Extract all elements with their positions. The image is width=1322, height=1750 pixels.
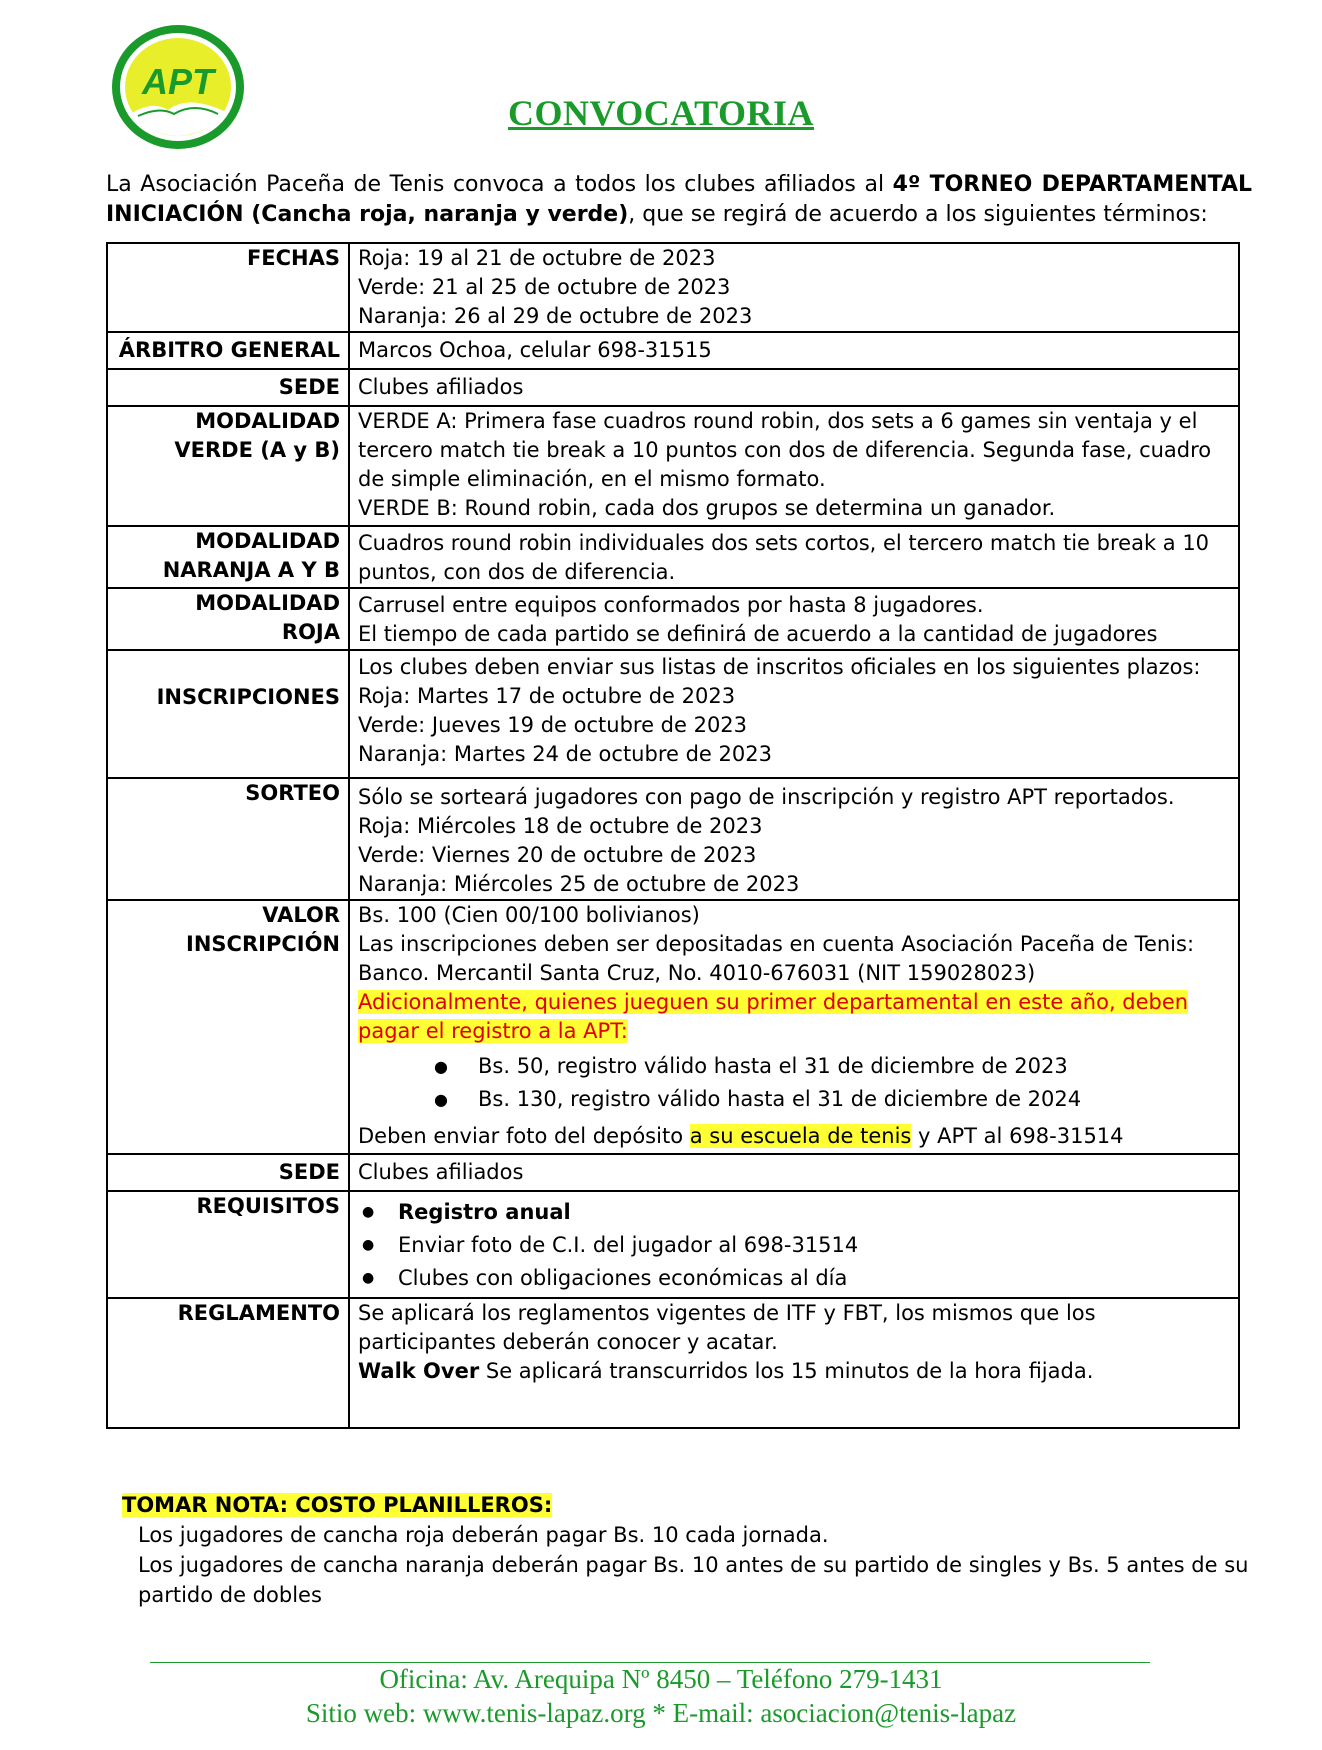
roja-line-1: Carrusel entre equipos conformados por hasta 8 jugadores. [358,593,984,617]
label-modalidad-roja [107,588,349,650]
fecha-roja: Roja: 19 al 21 de octubre de 2023 [358,246,716,270]
sorteo-verde: Verde: Viernes 20 de octubre de 2023 [358,843,757,867]
valor-highlight [358,988,1230,1046]
label-modalidad-roja-1: MODALIDAD [195,591,340,615]
row-fechas [107,243,1239,332]
valor-line-2: Las inscripciones deben ser depositadas en cuenta Asociación Paceña de Tenis: Banco. Mercantil Santa Cruz, No. 4010-676031 (NIT 159028023) [358,932,1195,985]
valor-final-highlight: a su escuela de tenis [689,1124,912,1148]
requisitos-list [358,1196,1230,1295]
inscripciones-naranja: Naranja: Martes 24 de octubre de 2023 [358,742,772,766]
row-reglamento [107,1298,1239,1428]
value-sede-2: Clubes afiliados [349,1154,1239,1191]
label-sede: SEDE [107,369,349,406]
row-sede [107,369,1239,406]
inscripciones-line-1: Los clubes deben enviar sus listas de inscritos oficiales en los siguientes plazos: [358,655,1201,679]
verde-a-text: VERDE A: Primera fase cuadros round robin, dos sets a 6 games sin ventaja y el tercero match tie break a 10 puntos con dos de diferencia. Segunda fase, cuadro de simple eliminación, en el mismo formato. [358,409,1212,491]
inscripciones-roja: Roja: Martes 17 de octubre de 2023 [358,684,736,708]
sorteo-roja: Roja: Miércoles 18 de octubre de 2023 [358,814,763,838]
label-modalidad-naranja-2: NARANJA A Y B [162,558,340,582]
value-reglamento [349,1298,1239,1428]
walkover-label: Walk Over [358,1359,480,1383]
valor-bullet-1: ● Bs. 50, registro válido hasta el 31 de diciembre de 2023 [478,1050,1230,1083]
label-requisitos: REQUISITOS [107,1191,349,1298]
fecha-verde: Verde: 21 al 25 de octubre de 2023 [358,275,731,299]
label-sede-2: SEDE [107,1154,349,1191]
label-sorteo: SORTEO [107,778,349,900]
valor-bullets [358,1050,1230,1116]
footer-office: Oficina: Av. Arequipa Nº 8450 – Teléfono 279-1431 [379,1664,943,1694]
footer-web: Sitio web: www.tenis-lapaz.org * E-mail: asociacion@tenis-lapaz [305,1698,1017,1728]
value-modalidad-naranja: Cuadros round robin individuales dos sets cortos, el tercero match tie break a 10 puntos, con dos de diferencia. [349,526,1239,588]
label-fechas: FECHAS [107,243,349,332]
row-requisitos [107,1191,1239,1298]
terms-table [106,242,1240,1429]
valor-highlight-text: Adicionalmente, quienes jueguen su primer departamental en este año, deben pagar el registro a la APT: [358,990,1189,1043]
row-modalidad-verde [107,406,1239,526]
label-modalidad-naranja-1: MODALIDAD [195,529,340,553]
intro-text-1: La Asociación Paceña de Tenis convoca a todos los clubes afiliados al [106,172,893,197]
inscripciones-verde: Verde: Jueves 19 de octubre de 2023 [358,713,748,737]
row-modalidad-naranja [107,526,1239,588]
requisito-1: ● Registro anual [398,1196,1230,1229]
note-line-2: Los jugadores de cancha naranja deberán pagar Bs. 10 antes de su partido de singles y Bs. 5 antes de su partido de dobles [138,1553,1249,1607]
row-sorteo [107,778,1239,900]
row-sede-2 [107,1154,1239,1191]
requisito-3: ● Clubes con obligaciones económicas al día [398,1262,1230,1295]
footer-divider [150,1662,1150,1663]
verde-b-text: VERDE B: Round robin, cada dos grupos se determina un ganador. [358,496,1056,520]
page-title: CONVOCATORIA [508,93,814,133]
walkover-text: Se aplicará transcurridos los 15 minutos de la hora fijada. [479,1359,1094,1383]
intro-tournament-name: 4º TORNEO DEPARTAMENTAL INICIACIÓN (Cancha roja, naranja y verde) [106,172,1252,227]
label-modalidad-verde-2: VERDE (A y B) [174,438,340,462]
value-fechas [349,243,1239,332]
intro-text-2: , que se regirá de acuerdo a los siguientes términos: [628,202,1208,227]
label-reglamento: REGLAMENTO [107,1298,349,1428]
label-modalidad-verde-1: MODALIDAD [195,409,340,433]
fecha-naranja: Naranja: 26 al 29 de octubre de 2023 [358,304,753,328]
sorteo-line-1: Sólo se sorteará jugadores con pago de inscripción y registro APT reportados. [358,785,1175,809]
intro-paragraph [106,170,1252,230]
row-arbitro [107,332,1239,369]
label-arbitro: ÁRBITRO GENERAL [107,332,349,369]
valor-final-line [358,1122,1230,1153]
requisito-2: ● Enviar foto de C.I. del jugador al 698-31514 [398,1229,1230,1262]
logo-text: APT [142,61,214,102]
value-modalidad-roja [349,588,1239,650]
reglamento-text: Se aplicará los reglamentos vigentes de ITF y FBT, los mismos que los participantes deberán conocer y acatar. [358,1301,1096,1354]
valor-bullet-2: ● Bs. 130, registro válido hasta el 31 de diciembre de 2024 [478,1083,1230,1116]
roja-line-2: El tiempo de cada partido se definirá de acuerdo a la cantidad de jugadores [358,622,1158,646]
label-inscripciones: INSCRIPCIONES [107,650,349,778]
label-valor-1: VALOR [262,903,340,927]
value-sede: Clubes afiliados [349,369,1239,406]
sorteo-naranja: Naranja: Miércoles 25 de octubre de 2023 [358,872,800,896]
row-inscripciones [107,650,1239,778]
row-modalidad-roja [107,588,1239,650]
value-valor [349,900,1239,1154]
label-modalidad-naranja [107,526,349,588]
note-line-1: Los jugadores de cancha roja deberán pagar Bs. 10 cada jornada. [138,1523,829,1547]
note-heading: TOMAR NOTA: COSTO PLANILLEROS: [122,1493,553,1517]
label-modalidad-roja-2: ROJA [281,620,340,644]
valor-final-a: Deben enviar foto del depósito [358,1124,690,1148]
valor-final-b: y APT al 698-31514 [911,1124,1124,1148]
value-sorteo [349,778,1239,900]
label-modalidad-verde [107,406,349,526]
row-valor-inscripcion [107,900,1239,1154]
label-valor-2: INSCRIPCIÓN [186,932,340,956]
valor-line-1: Bs. 100 (Cien 00/100 bolivianos) [358,903,700,927]
reglamento-walkover [358,1357,1230,1386]
note-section [122,1490,1252,1610]
value-requisitos [349,1191,1239,1298]
value-arbitro: Marcos Ochoa, celular 698-31515 [349,332,1239,369]
value-modalidad-verde [349,406,1239,526]
label-valor [107,900,349,1154]
value-inscripciones [349,650,1239,778]
